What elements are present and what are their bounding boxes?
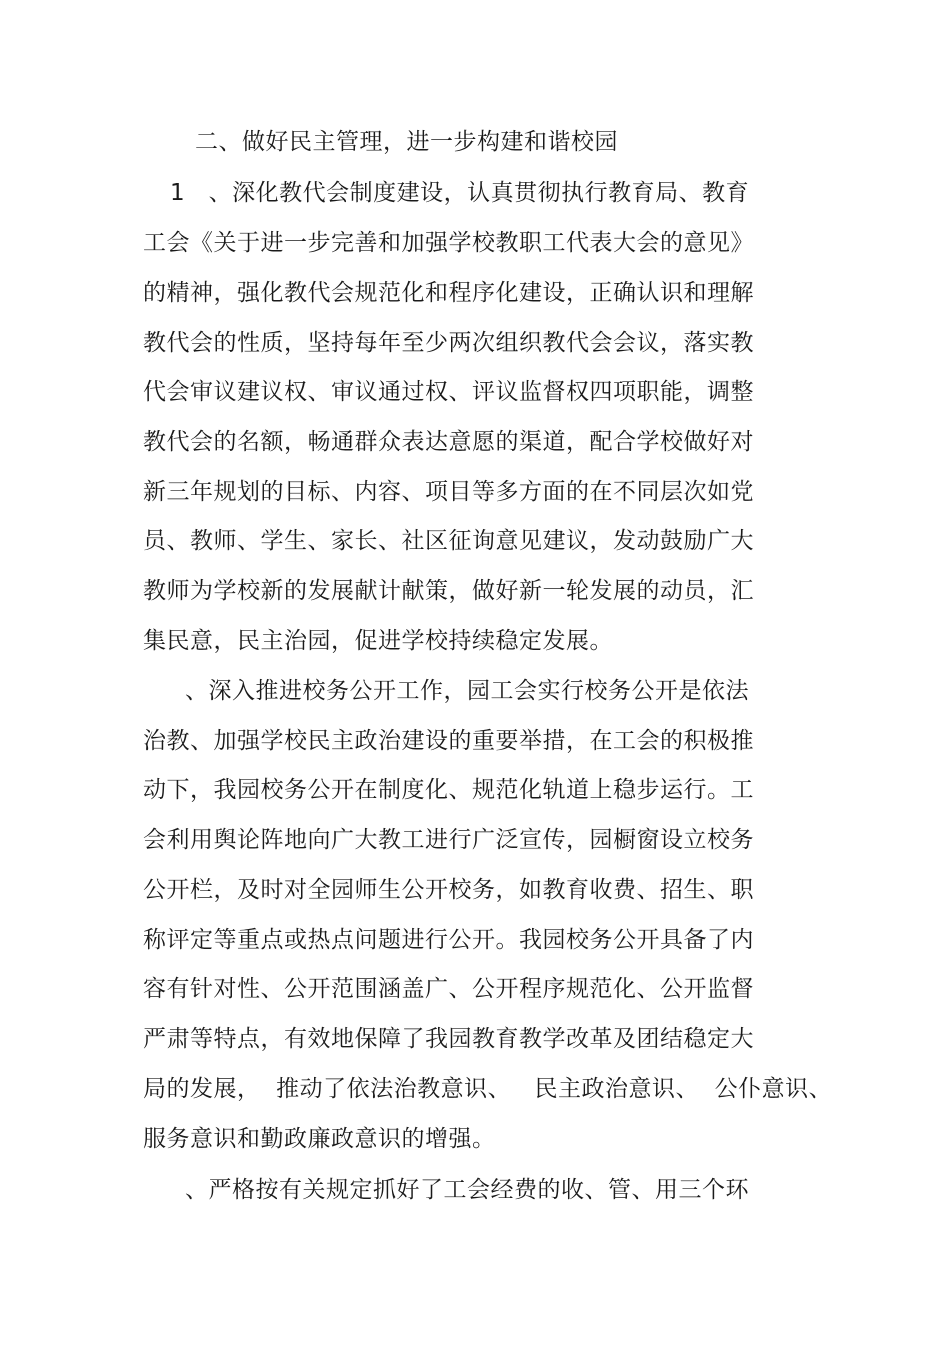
paragraph-line: 、严格按有关规定抓好了工会经费的收、管、用三个环 <box>185 1177 749 1203</box>
paragraph-line: 新三年规划的目标、内容、项目等多方面的在不同层次如党 <box>143 479 754 505</box>
paragraph-line: 员、教师、学生、家长、社区征询意见建议，发动鼓励广大 <box>143 528 754 554</box>
section-heading: 二、做好民主管理，进一步构建和谐校园 <box>195 129 618 155</box>
paragraph-line: 称评定等重点或热点问题进行公开。我园校务公开具备了内 <box>143 927 754 953</box>
paragraph-line: 、深入推进校务公开工作，园工会实行校务公开是依法 <box>185 678 749 704</box>
paragraph-line: 会利用舆论阵地向广大教工进行广泛宣传，园橱窗设立校务 <box>143 827 754 853</box>
paragraph-line: 的精神，强化教代会规范化和程序化建设，正确认识和理解 <box>143 280 754 306</box>
paragraph-line: 教师为学校新的发展献计献策，做好新一轮发展的动员，汇 <box>143 578 754 604</box>
paragraph-line: 教代会的性质，坚持每年至少两次组织教代会会议，落实教 <box>143 330 754 356</box>
paragraph-line: 动下，我园校务公开在制度化、规范化轨道上稳步运行。工 <box>143 777 754 803</box>
paragraph-line: 公开栏，及时对全园师生公开校务，如教育收费、招生、职 <box>143 877 754 903</box>
paragraph-line: 集民意，民主治园，促进学校持续稳定发展。 <box>143 628 613 654</box>
paragraph-line: 容有针对性、公开范围涵盖广、公开程序规范化、公开监督 <box>143 976 754 1002</box>
paragraph-line: 代会审议建议权、审议通过权、评议监督权四项职能，调整 <box>143 379 754 405</box>
paragraph-line: 服务意识和勤政廉政意识的增强。 <box>143 1126 496 1152</box>
paragraph-line: 工会《关于进一步完善和加强学校教职工代表大会的意见》 <box>143 230 754 256</box>
paragraph-line: 治教、加强学校民主政治建设的重要举措，在工会的积极推 <box>143 728 754 754</box>
paragraph-line: 教代会的名额，畅通群众表达意愿的渠道，配合学校做好对 <box>143 429 754 455</box>
paragraph-line: 局的发展， 推动了依法治教意识、 民主政治意识、 公仆意识、 <box>143 1076 833 1102</box>
paragraph-line: 1 、深化教代会制度建设，认真贯彻执行教育局、教育 <box>170 180 750 206</box>
paragraph-line: 严肃等特点，有效地保障了我园教育教学改革及团结稳定大 <box>143 1026 754 1052</box>
